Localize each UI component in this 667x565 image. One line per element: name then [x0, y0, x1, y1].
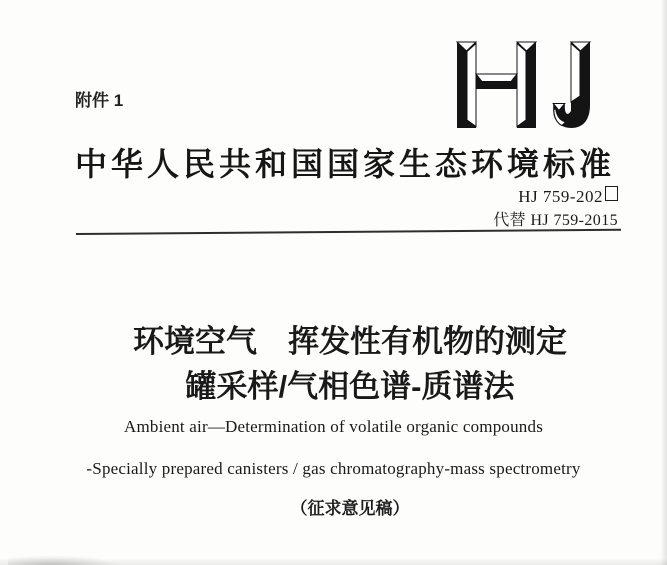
hj-logo-graphic: [450, 36, 600, 136]
title-en-line2: -Specially prepared canisters / gas chromatography-mass spectrometry: [86, 459, 581, 478]
national-standard-heading: 中华人民共和国国家生态环境标准: [75, 146, 616, 182]
year-placeholder-box: [605, 186, 618, 201]
attachment-label: 附件 1: [75, 91, 124, 110]
standard-number: [518, 186, 618, 207]
hj-logo: [450, 36, 600, 136]
title-cn-line1: 环境空气 挥发性有机物的测定: [133, 324, 567, 359]
replaces-note: 代替 HJ 759-2015: [493, 212, 618, 229]
scan-shadow-right: [660, 0, 667, 565]
scan-smudge-bottom-left: [8, 555, 118, 565]
draft-note: （征求意见稿）: [290, 499, 410, 518]
title-cn-line2: 罐采样/气相色谱-质谱法: [185, 369, 515, 404]
standard-number-text: HJ 759-202: [518, 187, 603, 206]
header-rule: [76, 229, 621, 235]
title-en-line1: Ambient air—Determination of volatile organic compounds: [123, 417, 544, 436]
